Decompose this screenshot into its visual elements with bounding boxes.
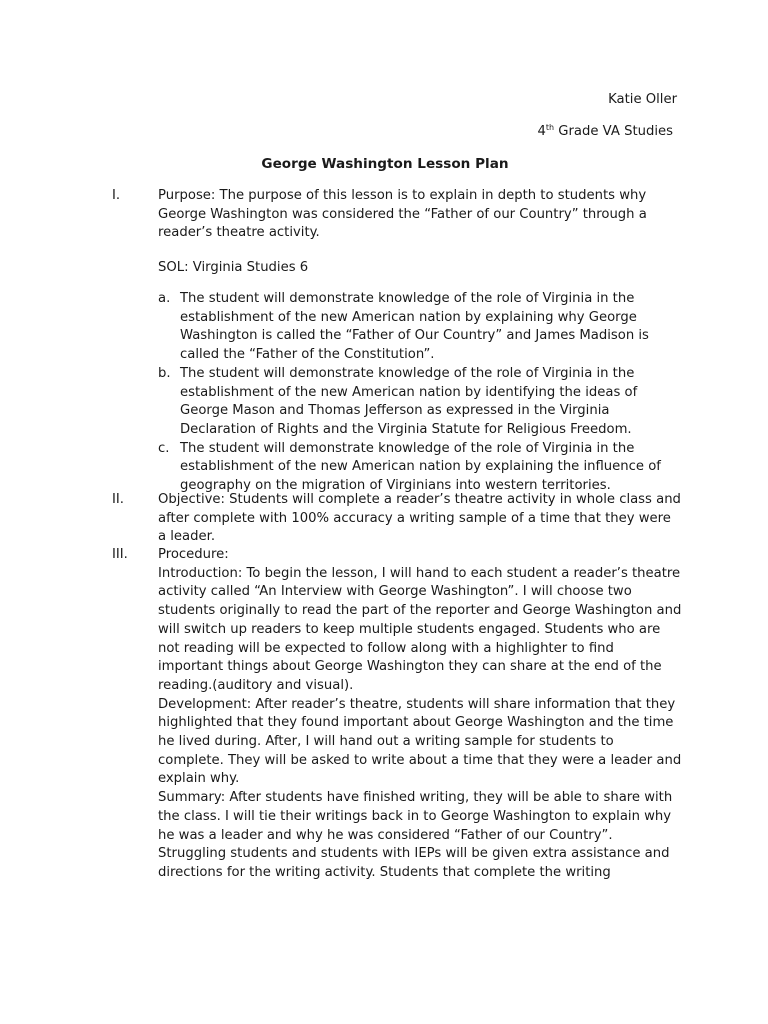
list-item-text: The student will demonstrate knowledge of the role of Virginia in the establishment of the new American nation by explaining why George Washington is called the “Father of Our Country” and James Madison is called the “Father of the Constitution”. — [180, 291, 649, 363]
procedure-development: Development: After reader’s theatre, students will share information that they highlighted that they found important about George Washington and the time he lived during. After, I will hand out a writing sample for students to complete. They will be asked to write about a time that they were a leader and explain why. — [158, 696, 682, 787]
document-title: George Washington Lesson Plan — [261, 156, 509, 172]
objective-text: Objective: Students will complete a reader’s theatre activity in whole class and after complete with 100% accuracy a writing sample of a time that they were a leader. — [158, 492, 681, 545]
class-subject: Grade VA Studies — [554, 124, 673, 139]
section-numeral: III. — [112, 547, 128, 562]
list-letter: c. — [158, 440, 170, 456]
grade-ordinal-suffix: th — [545, 123, 555, 132]
list-letter: a. — [158, 291, 171, 306]
procedure-summary: Summary: After students have finished writing, they will be able to share with the class. I will tie their writings back in to George Washington to explain why he was a leader and why he was considered “Father of our Country”. — [158, 790, 673, 843]
grade-number: 4 — [537, 124, 546, 139]
list-letter: b. — [158, 365, 171, 381]
sol-label: SOL: Virginia Studies 6 — [158, 260, 309, 275]
section-body — [158, 187, 682, 243]
procedure-introduction: Introduction: To begin the lesson, I will hand to each student a reader’s theatre activity called “An Interview with George Washington”. I will choose two students originally to read the part of the reporter and George Washington and will switch up readers to keep multiple students engaged. Students who are not reading will be expected to follow along with a highlighter to find important things about George Washington they can share at the end of the reading.(auditory and visual). — [158, 565, 682, 693]
sol-list — [158, 290, 678, 496]
sol-item-a — [158, 290, 678, 365]
section-body — [158, 491, 682, 547]
list-item-text: The student will demonstrate knowledge of the role of Virginia in the establishment of the new American nation by identifying the ideas of George Mason and Thomas Jefferson as expressed in the Virginia Declaration of Rights and the Virginia Statute for Religious Freedom. — [180, 365, 638, 437]
sol-item-c — [158, 440, 678, 496]
purpose-text: Purpose: The purpose of this lesson is to explain in depth to students why George Washington was considered the “Father of our Country” through a reader’s theatre activity. — [158, 188, 647, 241]
list-item-text: The student will demonstrate knowledge of the role of Virginia in the establishment of the new American nation by explaining the influence of geography on the migration of Virginians into western territories. — [180, 440, 661, 494]
sol-item-b — [158, 365, 678, 440]
section-numeral: II. — [112, 492, 124, 507]
procedure-heading: Procedure: — [158, 547, 229, 562]
class-name — [537, 123, 673, 142]
procedure-accommodations: Struggling students and students with IEPs will be given extra assistance and directions for the writing activity. Students that complete the writing — [158, 846, 670, 880]
section-numeral: I. — [112, 188, 121, 203]
author-name: Katie Oller — [608, 92, 677, 107]
section-body — [158, 546, 682, 883]
